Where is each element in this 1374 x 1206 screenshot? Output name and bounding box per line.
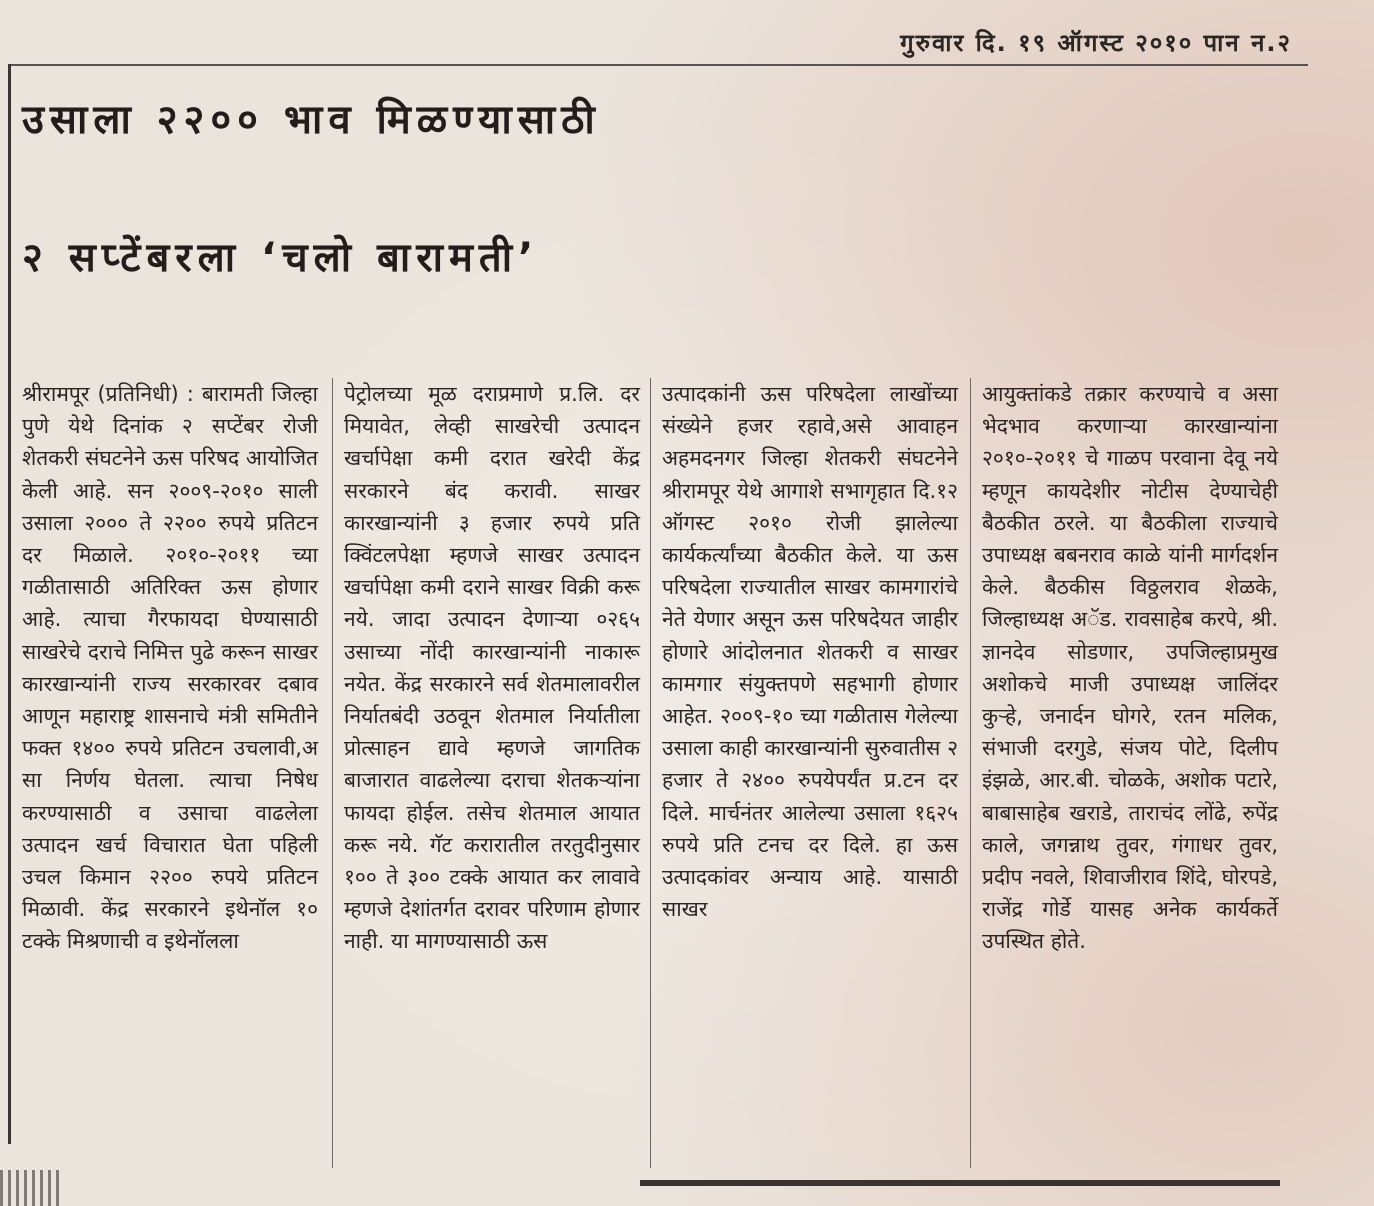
article-column-3	[662, 378, 958, 925]
column-4-text: आयुक्तांकडे तक्रार करण्याचे व असा भेदभाव करणाऱ्या कारखान्यांना २०१०-२०११ चे गाळप परवाना देवू नये म्हणून कायदेशीर नोटीस देण्याचेही बैठकीत ठरले. या बैठकीला राज्याचे उपाध्यक्ष बबनराव काळे यांनी मार्गदर्शन केले. बैठकीस विठ्ठलराव शेळके, जिल्हाध्यक्ष अॅड. रावसाहेब करपे, श्री. ज्ञानदेव सोडणार, उपजिल्हाप्रमुख अशोकचे माजी उपाध्यक्ष जालिंदर कुऱ्हे, जनार्दन घोगरे, रतन मलिक, संभाजी दरगुडे, संजय पोटे, दिलीप इंझळे, आर.बी. चोळके, अशोक पटारे, बाबासाहेब खराडे, ताराचंद लोंढे, रुपेंद्र काले, जगन्नाथ तुवर, गंगाधर तुवर, प्रदीप नवले, शिवाजीराव शिंदे, घोरपडे, राजेंद्र गोर्डे यासह अनेक कार्यकर्ते उपस्थित होते.	[982, 382, 1278, 954]
article-column-4	[982, 378, 1278, 958]
bottom-divider	[640, 1180, 1280, 1186]
column-3-text: उत्पादकांनी ऊस परिषदेला लाखोंच्या संख्येने हजर रहावे,असे आवाहन अहमदनगर जिल्हा शेतकरी संघटनेने श्रीरामपूर येथे आगाशे सभागृहात दि.१२ ऑगस्ट २०१० रोजी झालेल्या कार्यकर्त्यांच्या बैठकीत केले. या ऊस परिषदेला राज्यातील साखर कामगारांचे नेते येणार असून ऊस परिषदेयत जाहीर होणारे आंदोलनात शेतकरी व साखर कामगार संयुक्तपणे सहभागी होणार आहेत. २००९-१० च्या गळीतास गेलेल्या उसाला काही कारखान्यांनी सुरुवातीस २ हजार ते २४०० रुपयेपर्यंत प्र.टन दर दिले. मार्चनंतर आलेल्या उसाला १६२५ रुपये प्रति टनच दर दिले. हा ऊस उत्पादकांवर अन्याय आहे. यासाठी साखर	[662, 382, 958, 922]
article-column-2	[344, 378, 640, 958]
left-border	[8, 64, 11, 1144]
page-dateline: गुरुवार दि. १९ ऑगस्ट २०१० पान न.२	[900, 29, 1292, 57]
scan-edge-mark	[0, 1170, 60, 1206]
article-body	[22, 378, 1290, 1168]
column-divider	[970, 378, 971, 1168]
headline-line-1: उसाला २२०० भाव मिळण्यासाठी	[22, 97, 601, 143]
column-1-text: श्रीरामपूर (प्रतिनिधी) : बारामती जिल्हा पुणे येथे दिनांक २ सप्टेंबर रोजी शेतकरी संघटनेने ऊस परिषद आयोजित केली आहे. सन २००९-२०१० साली उसाला २००० ते २२०० रुपये प्रतिटन दर मिळाले. २०१०-२०११ च्या गळीतासाठी अतिरिक्त ऊस होणार आहे. त्याचा गैरफायदा घेण्यासाठी साखरेचे दराचे निमित्त पुढे करून साखर कारखान्यांनी राज्य सरकारवर दबाव आणून महाराष्ट्र शासनाचे मंत्री समितीने फक्त १४०० रुपये प्रतिटन उचलावी,अ सा निर्णय घेतला. त्याचा निषेध करण्यासाठी व उसाचा वाढलेला उत्पादन खर्च विचारात घेता पहिली उचल किमान २२०० रुपये प्रतिटन मिळावी. केंद्र सरकारने इथेनॉल १० टक्के मिश्रणाची व इथेनॉलला	[22, 382, 318, 954]
top-divider	[8, 64, 1308, 66]
column-2-text: पेट्रोलच्या मूळ दराप्रमाणे प्र.लि. दर मियावेत, लेव्ही साखरेची उत्पादन खर्चापेक्षा कमी दरात खरेदी केंद्र सरकारने बंद करावी. साखर कारखान्यांनी ३ हजार रुपये प्रति क्विंटलपेक्षा म्हणजे साखर उत्पादन खर्चापेक्षा कमी दराने साखर विक्री करू नये. जादा उत्पादन देणाऱ्या ०२६५ उसाच्या नोंदी कारखान्यांनी नाकारू नयेत. केंद्र सरकारने सर्व शेतमालावरील निर्यातबंदी उठवून शेतमाल निर्यातीला प्रोत्साहन द्यावे म्हणजे जागतिक बाजारात वाढलेल्या दराचा शेतकऱ्यांना फायदा होईल. तसेच शेतमाल आयात करू नये. गॅट करारातील तरतुदीनुसार १०० ते ३०० टक्के आयात कर लावावे म्हणजे देशांतर्गत दरावर परिणाम होणार नाही. या मागण्यासाठी ऊस	[344, 382, 640, 954]
headline-line-2: २ सप्टेंबरला ‘चलो बारामती’	[22, 235, 540, 281]
column-divider	[332, 378, 333, 1168]
article-column-1	[22, 378, 318, 958]
column-divider	[650, 378, 651, 1168]
